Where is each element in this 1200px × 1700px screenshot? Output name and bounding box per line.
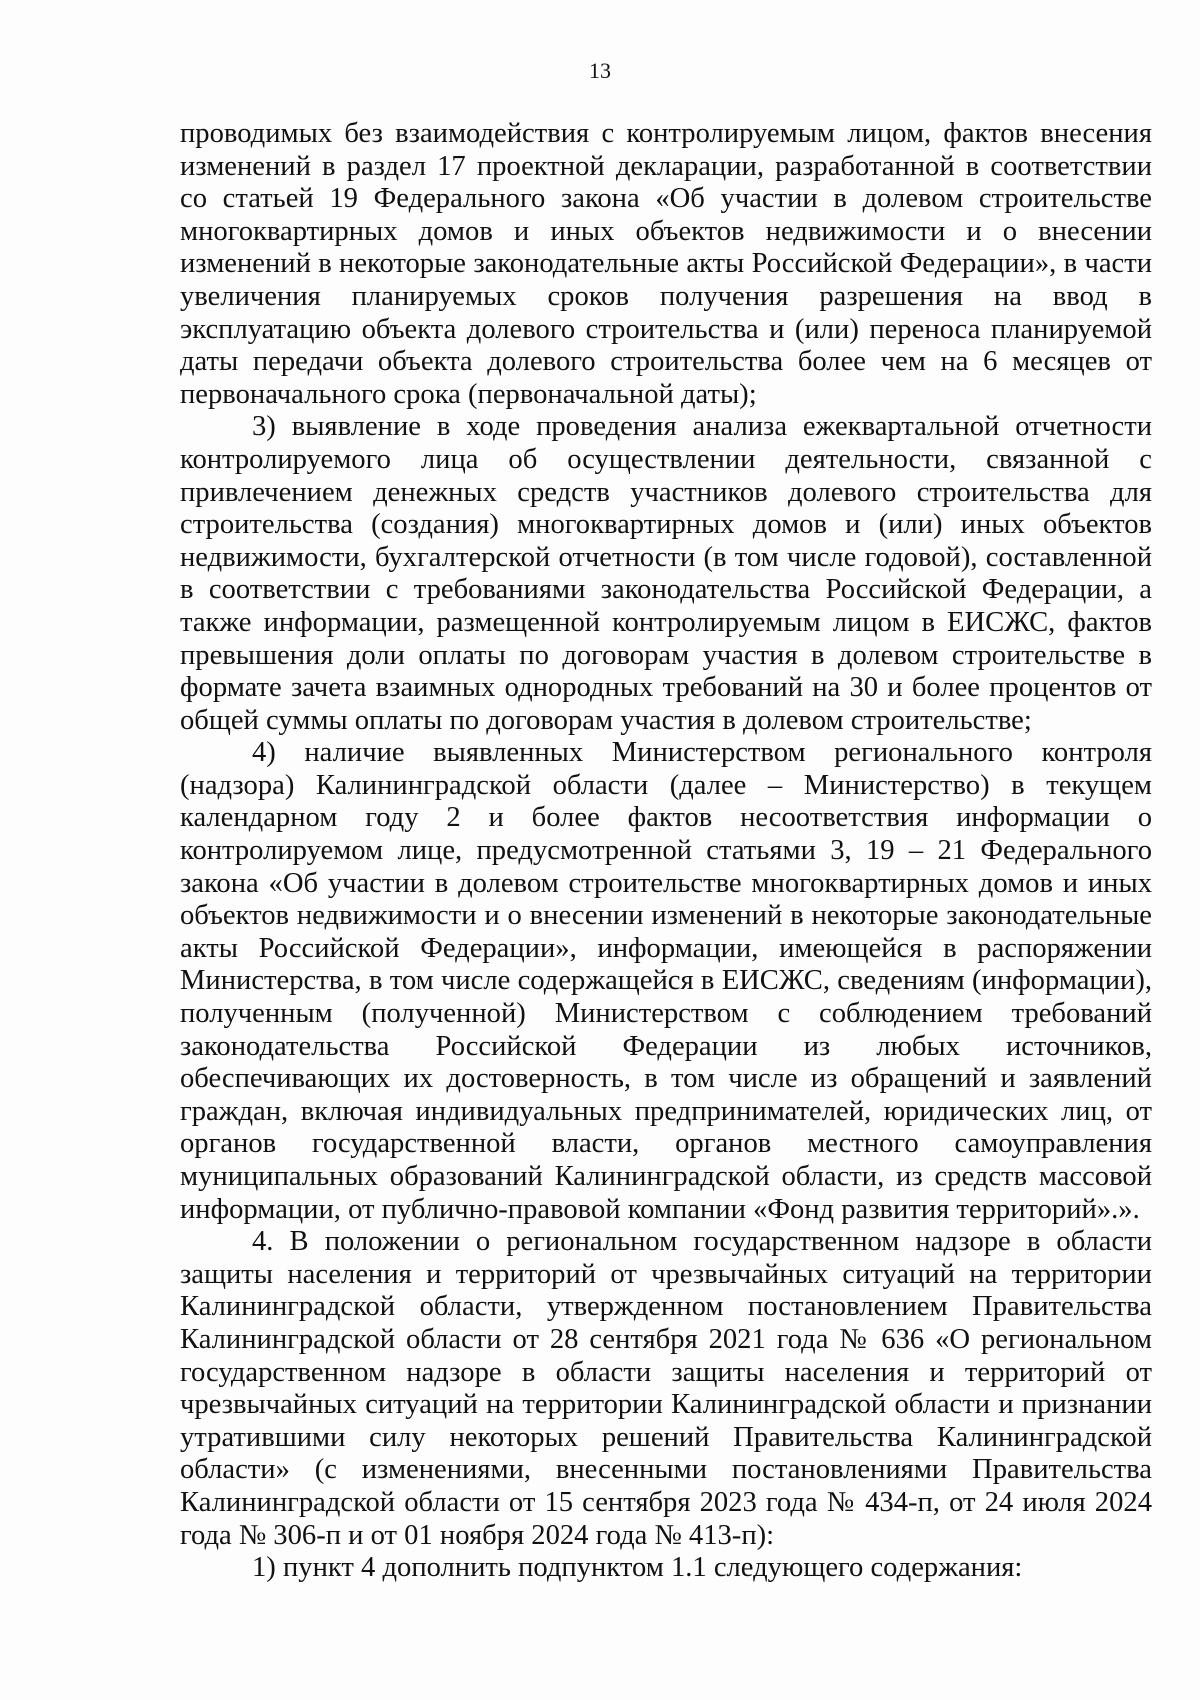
page-number: 13: [589, 58, 611, 83]
paragraph-continuation: проводимых без взаимодействия с контролируемым лицом, фактов внесения изменений в раздел 17 проектной декларации, разработанной в соответствии со статьей 19 Федерального закона «Об участии в долевом строительстве многоквартирных домов и иных объектов недвижимости и о внесении изменений в некоторые законодательные акты Российской Федерации», в части увеличения планируемых сроков получения разрешения на ввод в эксплуатацию объекта долевого строительства и (или) переноса планируемой даты передачи объекта долевого строительства более чем на 6 месяцев от первоначального срока (первоначальной даты);: [180, 118, 1152, 410]
paragraph-item-3: 3) выявление в ходе проведения анализа ежеквартальной отчетности контролируемого лица об осуществлении деятельности, связанной с привлечением денежных средств участников долевого строительства для строительства (создания) многоквартирных домов и (или) иных объектов недвижимости, бухгалтерской отчетности (в том числе годовой), составленной в соответствии с требованиями законодательства Российской Федерации, а также информации, размещенной контролируемым лицом в ЕИСЖС, фактов превышения доли оплаты по договорам участия в долевом строительстве в формате зачета взаимных однородных требований на 30 и более процентов от общей суммы оплаты по договорам участия в долевом строительстве;: [180, 411, 1152, 736]
paragraph-item-4: 4) наличие выявленных Министерством регионального контроля (надзора) Калининградской области (далее – Министерство) в текущем календарном году 2 и более фактов несоответствия информации о контролируемом лице, предусмотренной статьями 3, 19 – 21 Федерального закона «Об участии в долевом строительстве многоквартирных домов и иных объектов недвижимости и о внесении изменений в некоторые законодательные акты Российской Федерации», информации, имеющейся в распоряжении Министерства, в том числе содержащейся в ЕИСЖС, сведениям (информации), полученным (полученной) Министерством с соблюдением требований законодательства Российской Федерации из любых источников, обеспечивающих их достоверность, в том числе из обращений и заявлений граждан, включая индивидуальных предпринимателей, юридических лиц, от органов государственной власти, органов местного самоуправления муниципальных образований Калининградской области, из средств массовой информации, от публично-правовой компании «Фонд развития территорий».».: [180, 737, 1152, 1225]
paragraph-subitem-1: 1) пункт 4 дополнить подпунктом 1.1 следующего содержания:: [252, 1552, 1023, 1584]
paragraph-section-4: 4. В положении о региональном государственном надзоре в области защиты населения и территорий от чрезвычайных ситуаций на территории Калининградской области, утвержденном постановлением Правительства Калининградской области от 28 сентября 2021 года № 636 «О региональном государственном надзоре в области защиты населения и территорий от чрезвычайных ситуаций на территории Калининградской области и признании утратившими силу некоторых решений Правительства Калининградской области» (с изменениями, внесенными постановлениями Правительства Калининградской области от 15 сентября 2023 года № 434-п, от 24 июля 2024 года № 306-п и от 01 ноября 2024 года № 413-п):: [180, 1226, 1152, 1551]
document-body: [180, 118, 1152, 1585]
